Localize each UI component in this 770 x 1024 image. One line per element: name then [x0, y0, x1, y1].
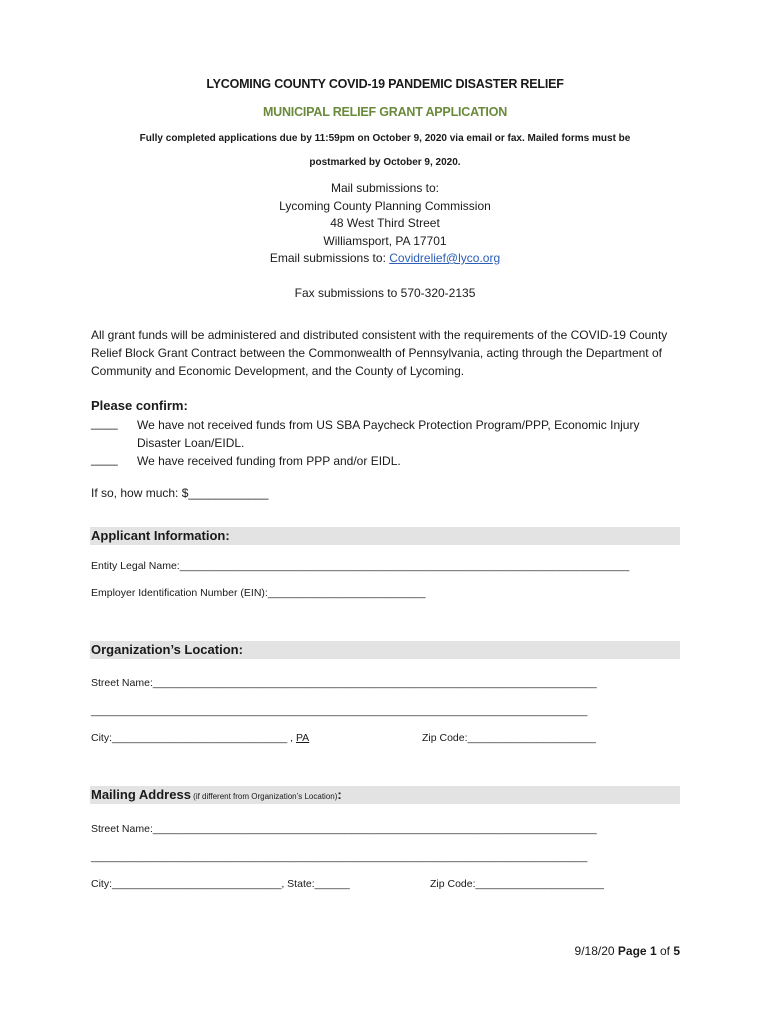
mailing-heading	[91, 787, 342, 802]
mail-label: Mail submissions to:	[330, 181, 440, 195]
how-much-field[interactable]: If so, how much: $____________	[91, 486, 269, 500]
mailing-city-state-field[interactable]: City:_____________________________, State:______	[91, 878, 350, 890]
mail-city: Williamsport, PA 17701	[323, 233, 447, 248]
location-city-label: City:______________________________ ,	[91, 732, 296, 744]
location-street-line-2[interactable]: _____________________________________________________________________________________	[91, 705, 588, 717]
confirm-blank-2[interactable]: ____	[91, 452, 118, 466]
location-city-field[interactable]	[91, 732, 309, 744]
document-title: LYCOMING COUNTY COVID-19 PANDEMIC DISASTER RELIEF	[206, 77, 564, 91]
footer-of: of	[656, 944, 674, 958]
confirm-option-2: We have received funding from PPP and/or EIDL.	[137, 454, 401, 468]
footer-date: 9/18/20	[574, 944, 618, 958]
applicant-heading: Applicant Information:	[91, 528, 230, 543]
footer-page-word: Page	[617, 944, 647, 958]
mail-org: Lycoming County Planning Commission	[279, 198, 491, 213]
confirm-blank-1[interactable]: ____	[91, 416, 118, 430]
location-state: PA	[295, 732, 310, 744]
confirm-heading: Please confirm:	[91, 398, 188, 413]
footer-page-total: 5	[673, 944, 680, 958]
email-label: Email submissions to:	[269, 251, 390, 265]
mailing-heading-note: (if different from Organization’s Location)	[190, 792, 338, 801]
mail-submission-block	[0, 180, 770, 268]
location-street-field[interactable]: Street Name:____________________________________________________________________________	[91, 677, 597, 689]
mail-street: 48 West Third Street	[330, 216, 440, 230]
due-date-line-2: postmarked by October 9, 2020.	[309, 157, 461, 168]
ein-field[interactable]: Employer Identification Number (EIN):___________________________	[91, 587, 426, 599]
mailing-heading-colon: :	[337, 787, 342, 802]
footer-page-number: 1	[649, 944, 657, 958]
mailing-zip-field[interactable]: Zip Code:______________________	[430, 878, 604, 890]
location-heading: Organization’s Location:	[91, 642, 243, 657]
document-subtitle: MUNICIPAL RELIEF GRANT APPLICATION	[262, 105, 508, 119]
confirm-option-1: We have not received funds from US SBA Paycheck Protection Program/PPP, Economic Injury Disaster Loan/EIDL.	[137, 418, 640, 450]
due-date-line-1: Fully completed applications due by 11:59pm on October 9, 2020 via email or fax. Mailed forms must be	[139, 133, 631, 144]
email-line	[0, 250, 770, 268]
intro-paragraph: All grant funds will be administered and distributed consistent with the requirements of the COVID-19 County Relief Block Grant Contract between the Commonwealth of Pennsylvania, acting through the Department of Community and Economic Development, and the County of Lycoming.	[91, 328, 668, 378]
mailing-heading-text: Mailing Address	[91, 787, 191, 802]
entity-legal-name-field[interactable]: Entity Legal Name:_____________________________________________________________________________	[91, 560, 630, 572]
location-zip-field[interactable]: Zip Code:______________________	[422, 732, 596, 744]
page-footer	[575, 944, 680, 958]
mailing-street-field[interactable]: Street Name:____________________________________________________________________________	[91, 823, 597, 835]
mailing-street-line-2[interactable]: _____________________________________________________________________________________	[91, 851, 588, 863]
fax-line: Fax submissions to 570-320-2135	[294, 286, 476, 300]
email-link[interactable]: Covidrelief@lyco.org	[389, 251, 501, 265]
